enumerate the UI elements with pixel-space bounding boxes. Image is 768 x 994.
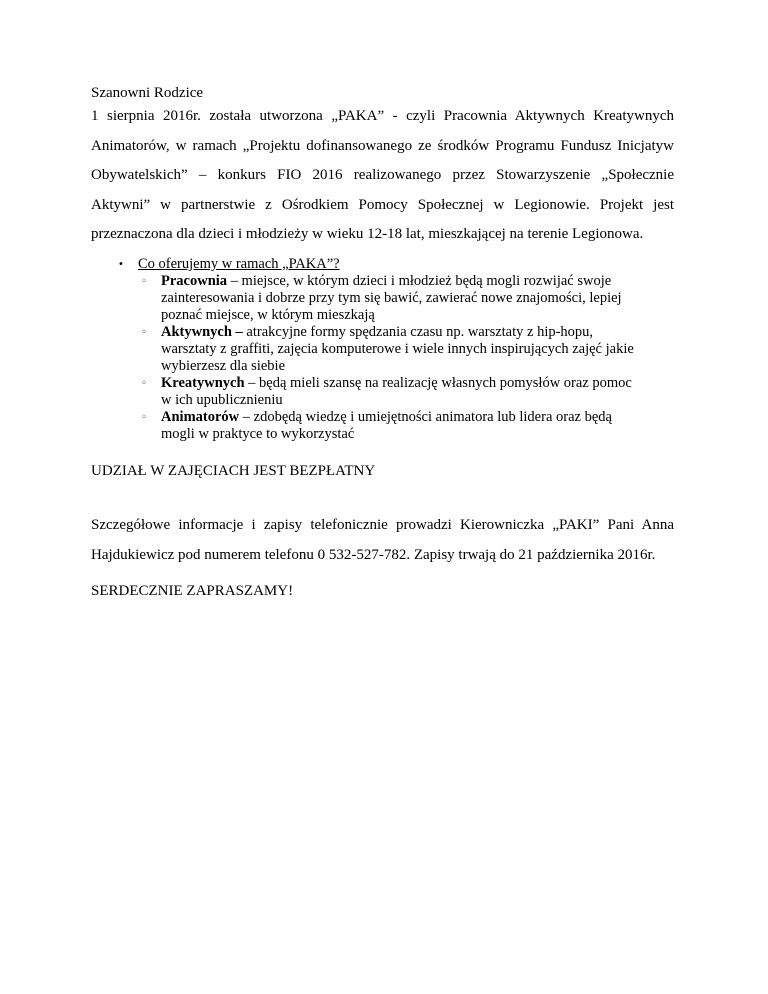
offer-item-text: atrakcyjne formy spędzania czasu np. warsztaty z hip-hopu,	[242, 324, 594, 340]
sub-bullet-icon: ◦	[141, 412, 147, 423]
offer-item-text: – zdobędą wiedzę i umiejętności animatora lub lidera oraz będą	[239, 409, 612, 425]
intro-line: Animatorów, w ramach „Projektu dofinansowanego ze środków Programu Fundusz Inicjatyw	[91, 137, 674, 154]
intro-paragraph	[91, 102, 674, 250]
offer-item-text: – miejsce, w którym dzieci i młodzież będą mogli rozwijać swoje	[227, 273, 612, 289]
offer-item-text: – będą mieli szansę na realizację własnych pomysłów oraz pomoc	[244, 375, 632, 391]
closing-invitation: SERDECZNIE ZAPRASZAMY!	[91, 583, 294, 599]
intro-line: 1 sierpnia 2016r. została utworzona „PAKA” - czyli Pracownia Aktywnych Kreatywnych	[91, 108, 674, 124]
details-paragraph	[91, 511, 674, 570]
offer-item-line: warsztaty z graffiti, zajęcia komputerowe i wiele innych inspirujących zajęć jakie	[161, 341, 634, 357]
offer-item-line: w ich upublicznieniu	[161, 392, 283, 408]
offer-item-line: poznać miejsce, w którym mieszkają	[161, 307, 375, 323]
offer-question	[91, 256, 691, 273]
offer-item-line	[161, 409, 691, 426]
offer-item-line: mogli w praktyce to wykorzystać	[161, 426, 355, 442]
offer-item-animatorow	[91, 409, 691, 443]
offer-list	[91, 256, 691, 443]
offer-item-line	[161, 375, 691, 392]
offer-item-term: Animatorów	[161, 409, 240, 425]
offer-item-term: Aktywnych –	[161, 324, 243, 340]
offer-question-text: Co oferujemy w ramach „PAKA”?	[138, 256, 340, 272]
offer-item-line	[161, 324, 691, 341]
intro-line: Aktywni” w partnerstwie z Ośrodkiem Pomocy Społecznej w Legionowie. Projekt jest	[91, 196, 674, 213]
free-participation-notice: UDZIAŁ W ZAJĘCIACH JEST BEZPŁATNY	[91, 463, 376, 479]
bullet-icon: •	[118, 259, 124, 270]
details-line: Hajdukiewicz pod numerem telefonu 0 532-527-782. Zapisy trwają do 21 października 2016r.	[91, 546, 656, 563]
offer-item-line: zainteresowania i dobrze przy tym się bawić, zawierać nowe znajomości, lepiej	[161, 290, 622, 306]
offer-item-line: wybierzesz dla siebie	[161, 358, 286, 374]
offer-item-term: Pracownia	[161, 273, 228, 289]
offer-item-pracownia	[91, 273, 691, 324]
sub-bullet-icon: ◦	[141, 327, 147, 338]
offer-item-line	[161, 273, 691, 290]
sub-bullet-icon: ◦	[141, 276, 147, 287]
details-line: Szczegółowe informacje i zapisy telefonicznie prowadzi Kierowniczka „PAKI” Pani Anna	[91, 517, 674, 533]
greeting: Szanowni Rodzice	[91, 85, 204, 101]
sub-bullet-icon: ◦	[141, 378, 147, 389]
offer-item-aktywnych	[91, 324, 691, 375]
intro-line: Obywatelskich” – konkurs FIO 2016 realizowanego przez Stowarzyszenie „Społecznie	[91, 167, 674, 184]
offer-item-term: Kreatywnych	[161, 375, 245, 391]
offer-item-kreatywnych	[91, 375, 691, 409]
intro-line: przeznaczona dla dzieci i młodzieży w wieku 12-18 lat, mieszkającej na terenie Legionowa.	[91, 226, 644, 243]
